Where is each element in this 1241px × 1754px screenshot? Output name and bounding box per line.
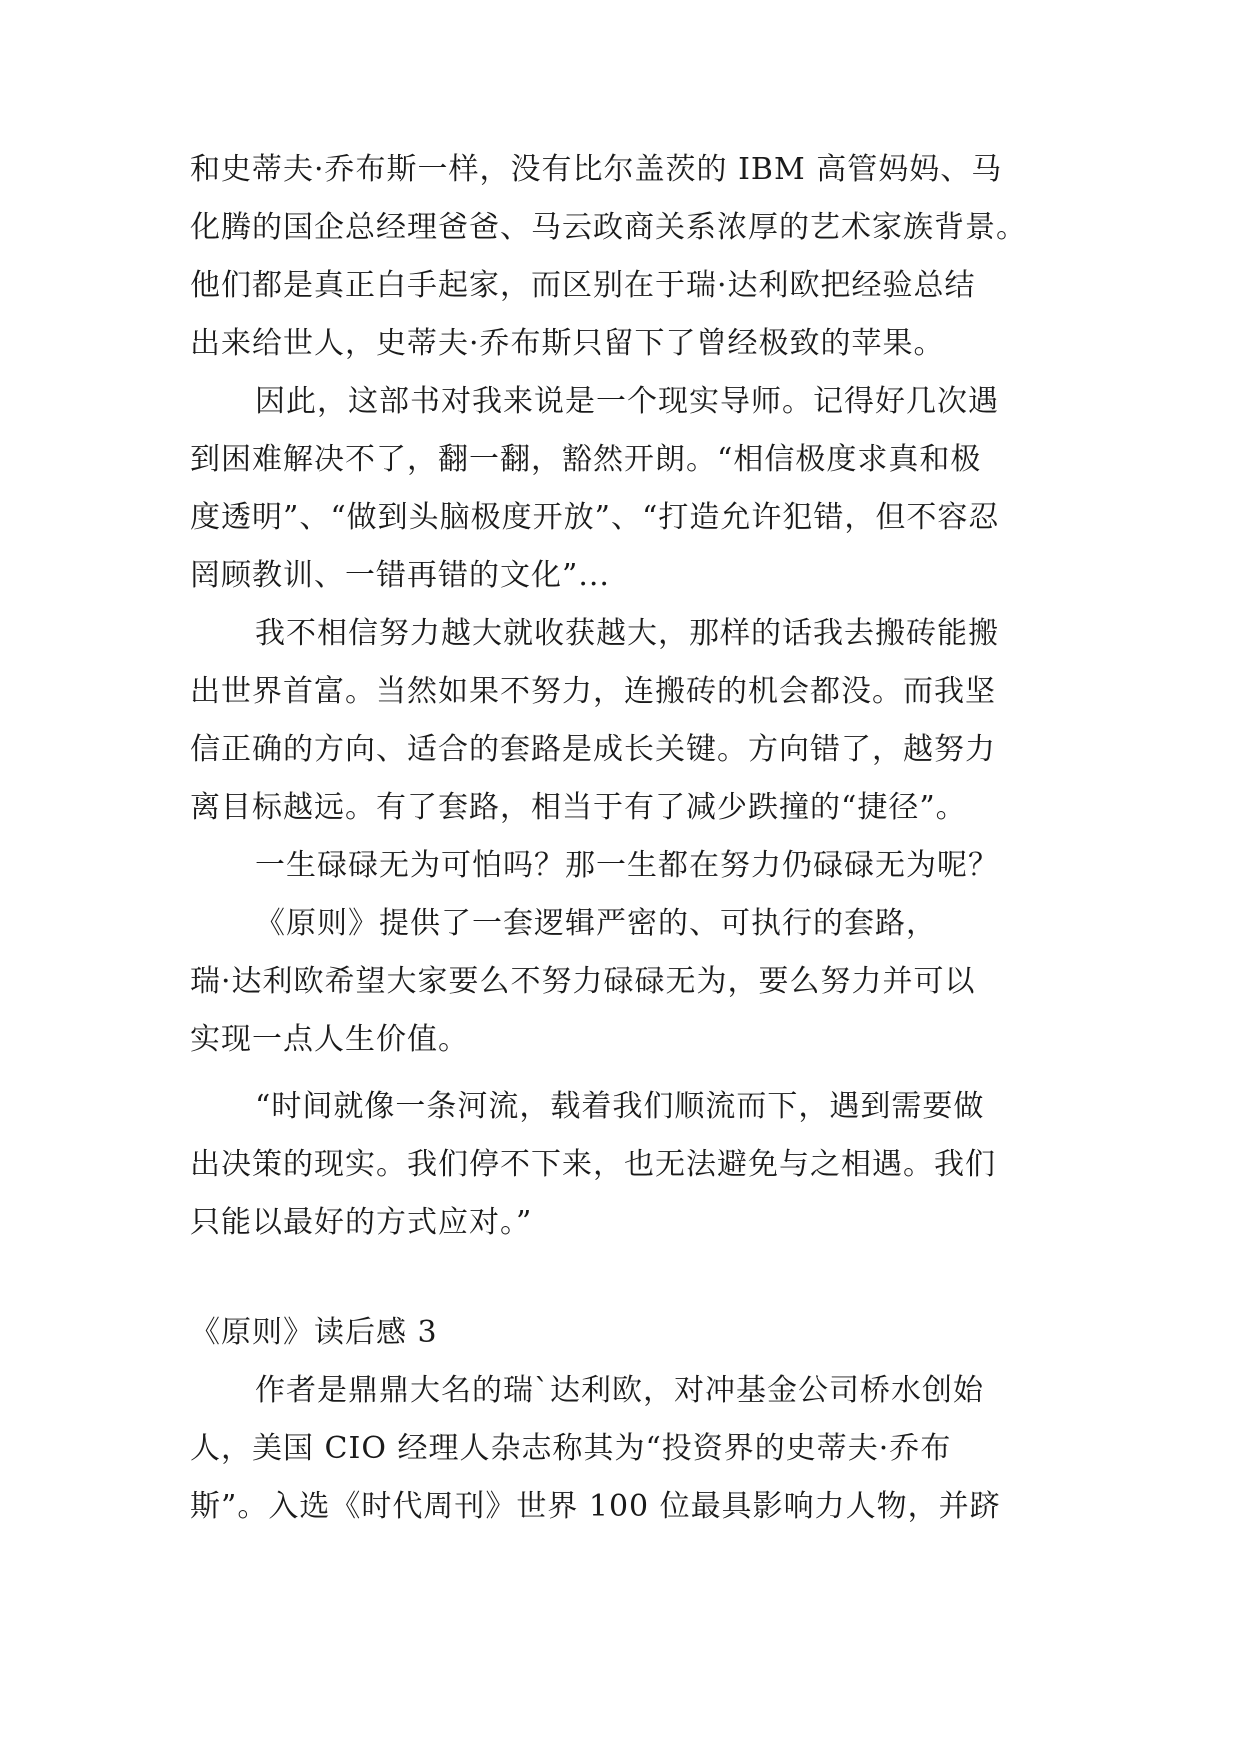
text-line: 实现一点人生价值。: [190, 1022, 469, 1057]
text-line: 只能以最好的方式应对。”: [190, 1205, 533, 1240]
text-line: 人，美国 CIO 经理人杂志称其为“投资界的史蒂夫·乔布: [190, 1431, 952, 1466]
text-line: 出决策的现实。我们停不下来，也无法避免与之相遇。我们: [190, 1147, 996, 1182]
text-line: 瑞·达利欧希望大家要么不努力碌碌无为，要么努力并可以: [190, 964, 976, 999]
text-line: 罔顾教训、一错再错的文化”...: [190, 558, 610, 593]
text-line: 度透明”、“做到头脑极度开放”、“打造允许犯错，但不容忍: [190, 500, 1000, 535]
paragraph-first-line: 《原则》提供了一套逻辑严密的、可执行的套路，: [255, 906, 937, 941]
paragraph-first-line: 一生碌碌无为可怕吗？那一生都在努力仍碌碌无为呢？: [255, 848, 999, 883]
paragraph-first-line: 作者是鼎鼎大名的瑞`达利欧，对冲基金公司桥水创始: [255, 1373, 984, 1408]
paragraph-first-line: 因此，这部书对我来说是一个现实导师。记得好几次遇: [255, 384, 999, 419]
paragraph-first-line: “时间就像一条河流，载着我们顺流而下，遇到需要做: [255, 1089, 985, 1124]
text-line: 离目标越远。有了套路，相当于有了减少跌撞的“捷径”。: [190, 790, 967, 825]
text-line: 出世界首富。当然如果不努力，连搬砖的机会都没。而我坚: [190, 674, 996, 709]
text-line: 出来给世人，史蒂夫·乔布斯只留下了曾经极致的苹果。: [190, 326, 945, 361]
text-line: 化腾的国企总经理爸爸、马云政商关系浓厚的艺术家族背景。: [190, 210, 1027, 245]
text-line: 斯”。入选《时代周刊》世界 100 位最具影响力人物，并跻: [190, 1489, 1001, 1524]
text-line: 他们都是真正白手起家，而区别在于瑞·达利欧把经验总结: [190, 268, 976, 303]
text-line: 到困难解决不了，翻一翻，豁然开朗。“相信极度求真和极: [190, 442, 982, 477]
section-heading: 《原则》读后感 3: [190, 1315, 438, 1350]
text-line: 和史蒂夫·乔布斯一样，没有比尔盖茨的 IBM 高管妈妈、马: [190, 152, 1003, 187]
paragraph-first-line: 我不相信努力越大就收获越大，那样的话我去搬砖能搬: [255, 616, 999, 651]
text-line: 信正确的方向、适合的套路是成长关键。方向错了，越努力: [190, 732, 996, 767]
